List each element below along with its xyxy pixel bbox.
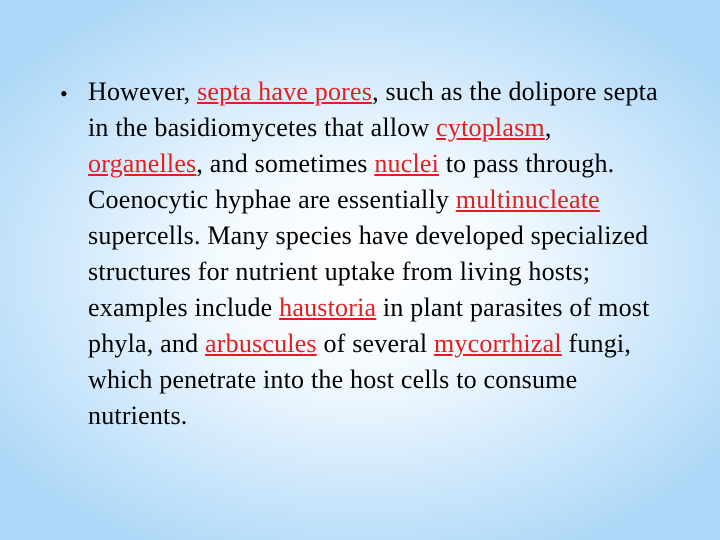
link-septa-have-pores[interactable]: septa have pores (197, 77, 373, 106)
link-cytoplasm[interactable]: cytoplasm (436, 113, 545, 142)
text-segment: fungi, which penetrate into the host cells to consume nutrients. (88, 329, 632, 430)
bullet-marker: • (60, 81, 68, 106)
link-multinucleate[interactable]: multinucleate (455, 185, 600, 214)
link-mycorrhizal[interactable]: mycorrhizal (433, 329, 562, 358)
bullet-text (88, 74, 670, 434)
link-haustoria[interactable]: haustoria (279, 293, 377, 322)
link-nuclei[interactable]: nuclei (374, 149, 440, 178)
text-segment: , such as the dolipore septa in the basidiomycetes that allow (88, 77, 658, 142)
bullet-item (60, 74, 670, 434)
text-segment: of several (316, 329, 434, 358)
link-organelles[interactable]: organelles (88, 149, 197, 178)
text-segment: However, (88, 77, 198, 106)
link-arbuscules[interactable]: arbuscules (205, 329, 317, 358)
text-segment: , (544, 113, 552, 142)
text-segment: supercells. Many species have developed specialized structures for nutrient uptake from living hosts; examples include (88, 221, 649, 322)
text-segment: , and sometimes (196, 149, 375, 178)
text-segment: to pass through. Coenocytic hyphae are essentially (88, 149, 615, 214)
text-segment: in plant parasites of most phyla, and (88, 293, 650, 358)
